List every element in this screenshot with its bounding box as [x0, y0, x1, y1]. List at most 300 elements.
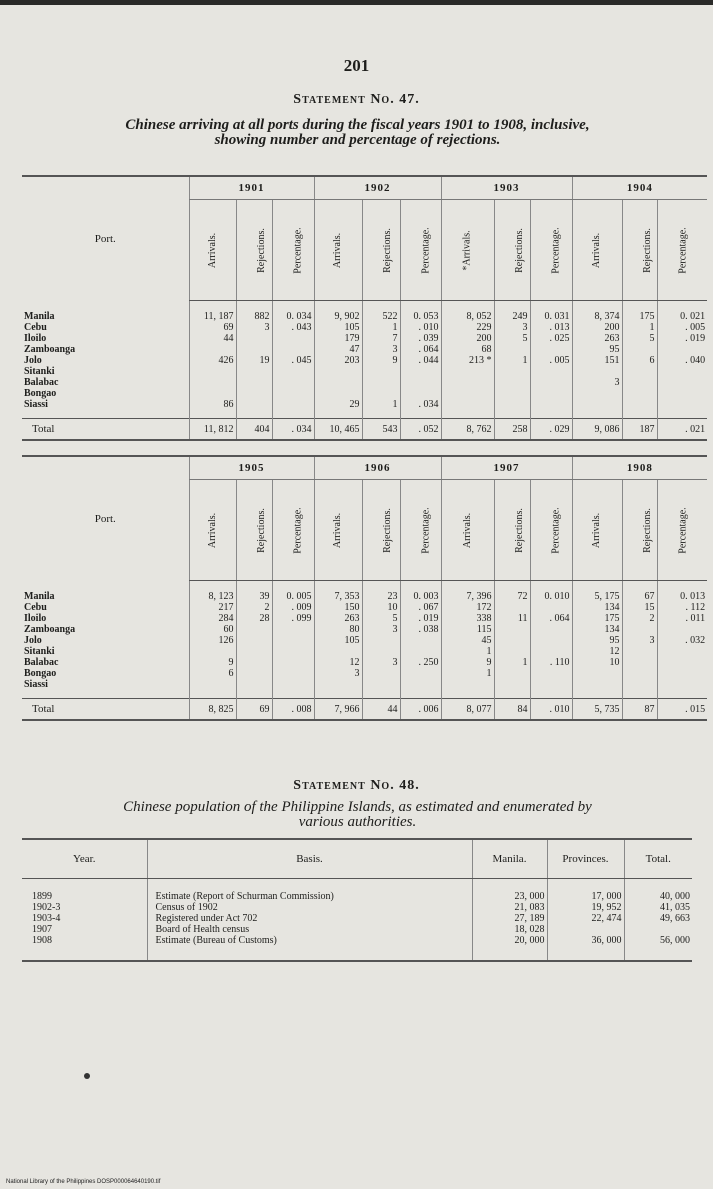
percentage-header-cell [657, 200, 707, 301]
data-cell [236, 344, 272, 355]
data-cell [400, 388, 441, 399]
data-cell: . 038 [400, 624, 441, 635]
data-cell: . 010 [400, 322, 441, 333]
basis-cell: Registered under Act 702 [147, 913, 472, 924]
port-header: Port. [22, 176, 189, 301]
data-cell: 86 [189, 399, 236, 419]
data-cell: 3 [362, 657, 400, 668]
data-cell [657, 388, 707, 399]
rejections-header: Rejections. [513, 227, 525, 273]
arrivals-header: *Arrivals. [462, 229, 474, 271]
rejections-header: Rejections. [255, 227, 267, 273]
data-cell [622, 657, 657, 668]
data-cell: 1 [441, 646, 494, 657]
port-name: Balabac [24, 657, 59, 668]
population-row [22, 935, 692, 961]
port-name: Balabac [24, 377, 59, 388]
data-cell [494, 602, 530, 613]
data-cell: 60 [189, 624, 236, 635]
data-cell: 217 [189, 602, 236, 613]
data-cell: 3 [622, 635, 657, 646]
data-cell [189, 388, 236, 399]
data-cell [236, 388, 272, 399]
total-cell: 9, 086 [572, 419, 622, 441]
data-cell: . 025 [530, 333, 572, 344]
data-cell: 0. 031 [530, 301, 572, 323]
data-cell: . 032 [657, 635, 707, 646]
provinces-cell: 36, 000 [547, 935, 624, 961]
data-cell [622, 679, 657, 699]
total-cell: . 008 [272, 699, 314, 721]
year-header: 1901 [189, 176, 314, 200]
data-cell: 179 [314, 333, 362, 344]
header-year: Year. [22, 839, 147, 879]
port-name: Jolo [24, 355, 42, 366]
data-cell: 10 [362, 602, 400, 613]
data-cell: 8, 123 [189, 581, 236, 603]
total-cell: 44 [362, 699, 400, 721]
data-cell [362, 635, 400, 646]
table-row [22, 355, 707, 366]
total-cell: 69 [236, 699, 272, 721]
data-cell: 0. 034 [272, 301, 314, 323]
data-cell: 80 [314, 624, 362, 635]
arrivals-header-cell [314, 480, 362, 581]
total-cell: . 015 [657, 699, 707, 721]
total-cell: . 029 [530, 419, 572, 441]
data-cell: 3 [314, 668, 362, 679]
data-cell: 7 [362, 333, 400, 344]
data-cell [272, 399, 314, 419]
table-row [22, 679, 707, 699]
scan-footer: National Library of the Philippines DOSP000064640190.tif [6, 1179, 161, 1185]
data-cell: 45 [441, 635, 494, 646]
data-cell: 5 [362, 613, 400, 624]
statement-47-subtitle [30, 118, 685, 148]
arrivals-header-cell [441, 200, 494, 301]
data-cell: 0. 013 [657, 581, 707, 603]
statement-48-subtitle-line2: various authorities. [298, 814, 417, 830]
data-cell: 2 [622, 613, 657, 624]
data-cell [362, 366, 400, 377]
population-row [22, 879, 692, 903]
percentage-header-cell [530, 200, 572, 301]
data-cell [572, 366, 622, 377]
table-row [22, 581, 707, 603]
total-cell: 543 [362, 419, 400, 441]
population-row [22, 902, 692, 913]
total-cell: 8, 077 [441, 699, 494, 721]
data-cell: 126 [189, 635, 236, 646]
data-cell: 3 [572, 377, 622, 388]
arrivals-header-cell [572, 480, 622, 581]
total-cell: 5, 735 [572, 699, 622, 721]
data-cell [400, 679, 441, 699]
rejections-header-cell [622, 480, 657, 581]
data-cell [236, 366, 272, 377]
data-cell: 19 [236, 355, 272, 366]
statement-47-subtitle-line1: Chinese arriving at all ports during the fiscal years 1901 to 1908, inclusive, [125, 117, 590, 133]
table-row [22, 657, 707, 668]
data-cell: 8, 374 [572, 301, 622, 323]
data-cell [657, 646, 707, 657]
total-cell: 87 [622, 699, 657, 721]
header-total: Total. [624, 839, 692, 879]
data-cell: . 005 [657, 322, 707, 333]
data-cell [530, 399, 572, 419]
total-cell: 40, 000 [624, 879, 692, 903]
provinces-cell: 22, 474 [547, 913, 624, 924]
data-cell: 5 [622, 333, 657, 344]
data-cell: . 067 [400, 602, 441, 613]
data-cell: 9, 902 [314, 301, 362, 323]
data-cell: 134 [572, 602, 622, 613]
table-row [22, 399, 707, 419]
data-cell: 522 [362, 301, 400, 323]
data-cell: 7, 353 [314, 581, 362, 603]
data-cell: . 034 [400, 399, 441, 419]
year-header: 1903 [441, 176, 572, 200]
data-cell: 8, 052 [441, 301, 494, 323]
data-cell [530, 377, 572, 388]
data-cell: 0. 003 [400, 581, 441, 603]
data-cell [530, 635, 572, 646]
data-cell [622, 344, 657, 355]
year-cell: 1902-3 [32, 902, 61, 913]
year-cell: 1907 [32, 924, 52, 935]
port-name: Sitanki [24, 646, 55, 657]
data-cell [314, 388, 362, 399]
data-cell: 229 [441, 322, 494, 333]
total-cell: 7, 966 [314, 699, 362, 721]
data-cell: 11, 187 [189, 301, 236, 323]
percentage-header-cell [657, 480, 707, 581]
scan-edge [0, 0, 713, 5]
data-cell [272, 646, 314, 657]
port-name: Siassi [24, 679, 48, 690]
data-cell [362, 646, 400, 657]
percentage-header-cell [400, 200, 441, 301]
arrivals-header: Arrivals. [207, 512, 218, 548]
data-cell: 23 [362, 581, 400, 603]
total-cell: 49, 663 [624, 913, 692, 924]
data-cell [572, 679, 622, 699]
percentage-header-cell [272, 200, 314, 301]
data-cell: 3 [494, 322, 530, 333]
data-cell [236, 624, 272, 635]
year-header: 1905 [189, 456, 314, 480]
percentage-header: Percentage. [292, 506, 304, 554]
data-cell [272, 344, 314, 355]
data-cell [400, 646, 441, 657]
percentage-header: Percentage. [550, 226, 562, 274]
table-row [22, 613, 707, 624]
data-cell [189, 344, 236, 355]
table-row [22, 366, 707, 377]
data-cell: 29 [314, 399, 362, 419]
data-cell [622, 399, 657, 419]
port-name: Zamboanga [24, 344, 76, 355]
header-provinces: Provinces. [547, 839, 624, 879]
year-header: 1907 [441, 456, 572, 480]
data-cell [362, 388, 400, 399]
table-row [22, 344, 707, 355]
data-cell [530, 388, 572, 399]
data-cell: . 064 [400, 344, 441, 355]
total-cell: . 021 [657, 419, 707, 441]
arrivals-header-cell [189, 480, 236, 581]
arrivals-header: Arrivals. [591, 232, 603, 268]
rejections-header: Rejections. [381, 507, 393, 553]
percentage-header: Percentage. [677, 226, 689, 274]
data-cell [400, 366, 441, 377]
table-row [22, 322, 707, 333]
data-cell: 11 [494, 613, 530, 624]
percentage-header-cell [530, 480, 572, 581]
data-cell [494, 377, 530, 388]
arrivals-header-cell [572, 200, 622, 301]
port-name: Cebu [24, 602, 47, 613]
arrivals-header: Arrivals. [207, 232, 218, 268]
data-cell [441, 679, 494, 699]
percentage-header: Percentage. [420, 226, 432, 274]
year-header: 1902 [314, 176, 441, 200]
data-cell: 1 [362, 399, 400, 419]
data-cell: 39 [236, 581, 272, 603]
data-cell [362, 377, 400, 388]
year-header: 1908 [572, 456, 707, 480]
data-cell: . 019 [657, 333, 707, 344]
data-cell [441, 388, 494, 399]
data-cell: 67 [622, 581, 657, 603]
data-cell: 115 [441, 624, 494, 635]
data-cell: 3 [236, 322, 272, 333]
statement-47-subtitle-line2: showing number and percentage of rejections. [214, 132, 501, 148]
manila-cell: 20, 000 [472, 935, 547, 961]
total-cell: 8, 762 [441, 419, 494, 441]
table-row [22, 646, 707, 657]
data-cell: . 043 [272, 322, 314, 333]
data-cell [314, 377, 362, 388]
table-row [22, 624, 707, 635]
data-cell [189, 646, 236, 657]
data-cell: 105 [314, 635, 362, 646]
year-header: 1906 [314, 456, 441, 480]
port-name: Cebu [24, 322, 47, 333]
data-cell: 882 [236, 301, 272, 323]
table-row [22, 602, 707, 613]
total-cell: 404 [236, 419, 272, 441]
data-cell [530, 646, 572, 657]
data-cell: 6 [189, 668, 236, 679]
total-cell: 11, 812 [189, 419, 236, 441]
data-cell [236, 668, 272, 679]
table-row [22, 333, 707, 344]
data-cell: 1 [622, 322, 657, 333]
data-cell [189, 679, 236, 699]
data-cell [272, 377, 314, 388]
data-cell: 134 [572, 624, 622, 635]
data-cell [572, 388, 622, 399]
data-cell [572, 668, 622, 679]
data-cell [530, 344, 572, 355]
data-cell: . 011 [657, 613, 707, 624]
data-cell: . 045 [272, 355, 314, 366]
manila-cell: 18, 028 [472, 924, 547, 935]
total-cell: 56, 000 [624, 935, 692, 961]
data-cell: 72 [494, 581, 530, 603]
ink-dot [84, 1073, 90, 1079]
total-cell [624, 924, 692, 935]
data-cell: 200 [572, 322, 622, 333]
page-number: 201 [343, 56, 370, 75]
data-cell [362, 668, 400, 679]
data-cell: 105 [314, 322, 362, 333]
total-cell: . 034 [272, 419, 314, 441]
data-cell [657, 624, 707, 635]
data-cell: 28 [236, 613, 272, 624]
data-cell [272, 624, 314, 635]
data-cell [236, 657, 272, 668]
data-cell [272, 366, 314, 377]
data-cell: 2 [236, 602, 272, 613]
data-cell [272, 388, 314, 399]
data-cell [494, 399, 530, 419]
data-cell: 263 [314, 613, 362, 624]
data-cell [272, 657, 314, 668]
data-cell [622, 624, 657, 635]
arrivals-header: Arrivals. [332, 512, 344, 548]
port-name: Manila [24, 310, 55, 322]
data-cell: . 039 [400, 333, 441, 344]
data-cell: . 250 [400, 657, 441, 668]
data-cell [622, 377, 657, 388]
data-cell [657, 344, 707, 355]
data-cell: . 099 [272, 613, 314, 624]
rejections-header: Rejections. [381, 227, 393, 273]
header-basis: Basis. [147, 839, 472, 879]
data-cell: 3 [362, 624, 400, 635]
data-cell [494, 635, 530, 646]
data-cell: 263 [572, 333, 622, 344]
population-table [22, 838, 692, 962]
statement-48-heading: Statement No. 48. [293, 778, 420, 793]
total-cell: . 010 [530, 699, 572, 721]
data-cell: 249 [494, 301, 530, 323]
port-name: Manila [24, 590, 55, 602]
arrivals-header-cell [189, 200, 236, 301]
total-cell: . 006 [400, 699, 441, 721]
data-cell [494, 344, 530, 355]
rejections-header-cell [236, 200, 272, 301]
data-cell: 9 [441, 657, 494, 668]
basis-cell: Census of 1902 [147, 902, 472, 913]
arrivals-header: Arrivals. [462, 512, 474, 548]
total-cell: 258 [494, 419, 530, 441]
port-name: Iloilo [24, 613, 47, 624]
data-cell [272, 333, 314, 344]
data-cell: 203 [314, 355, 362, 366]
data-cell [272, 635, 314, 646]
data-cell [494, 624, 530, 635]
data-cell: . 019 [400, 613, 441, 624]
table-row [22, 668, 707, 679]
rejections-header: Rejections. [255, 507, 267, 553]
data-cell [189, 366, 236, 377]
total-row [22, 419, 707, 441]
population-body [22, 879, 692, 962]
percentage-header: Percentage. [420, 506, 432, 554]
total-label: Total [22, 699, 189, 721]
port-name: Sitanki [24, 366, 55, 377]
data-cell [622, 366, 657, 377]
data-cell: 12 [572, 646, 622, 657]
data-cell: 0. 021 [657, 301, 707, 323]
data-cell [530, 668, 572, 679]
manila-cell: 27, 189 [472, 913, 547, 924]
data-cell [314, 366, 362, 377]
data-cell [236, 377, 272, 388]
data-cell [236, 646, 272, 657]
data-cell: 1 [494, 355, 530, 366]
data-cell [494, 646, 530, 657]
data-cell: 9 [189, 657, 236, 668]
data-cell [657, 679, 707, 699]
data-cell [530, 679, 572, 699]
rejections-table-1901-1904 [22, 175, 707, 441]
data-cell: . 040 [657, 355, 707, 366]
arrivals-header-cell [314, 200, 362, 301]
statement-48-subtitle-line1: Chinese population of the Philippine Islands, as estimated and enumerated by [123, 799, 592, 815]
data-cell: 1 [441, 668, 494, 679]
data-cell: 5 [494, 333, 530, 344]
provinces-cell [547, 924, 624, 935]
rejections-header: Rejections. [513, 507, 525, 553]
rejections-header-cell [494, 480, 530, 581]
data-cell [272, 668, 314, 679]
rejections-header-cell [236, 480, 272, 581]
total-label: Total [22, 419, 189, 441]
data-cell: 12 [314, 657, 362, 668]
data-cell [622, 646, 657, 657]
data-cell [530, 366, 572, 377]
data-cell [272, 679, 314, 699]
data-cell [494, 366, 530, 377]
provinces-cell: 19, 952 [547, 902, 624, 913]
table-row [22, 377, 707, 388]
data-cell: 95 [572, 344, 622, 355]
manila-cell: 23, 000 [472, 879, 547, 903]
basis-cell: Estimate (Report of Schurman Commission) [147, 879, 472, 903]
data-cell [441, 377, 494, 388]
port-name: Bongao [24, 668, 57, 679]
data-cell [362, 679, 400, 699]
data-cell [572, 399, 622, 419]
data-cell [400, 635, 441, 646]
data-cell: 47 [314, 344, 362, 355]
data-cell: 151 [572, 355, 622, 366]
data-cell: 426 [189, 355, 236, 366]
table-row [22, 635, 707, 646]
header-manila: Manila. [472, 839, 547, 879]
data-cell [657, 377, 707, 388]
data-cell: 15 [622, 602, 657, 613]
data-cell: 213 * [441, 355, 494, 366]
data-cell [530, 624, 572, 635]
population-row [22, 924, 692, 935]
port-name: Jolo [24, 635, 42, 646]
data-cell [494, 668, 530, 679]
